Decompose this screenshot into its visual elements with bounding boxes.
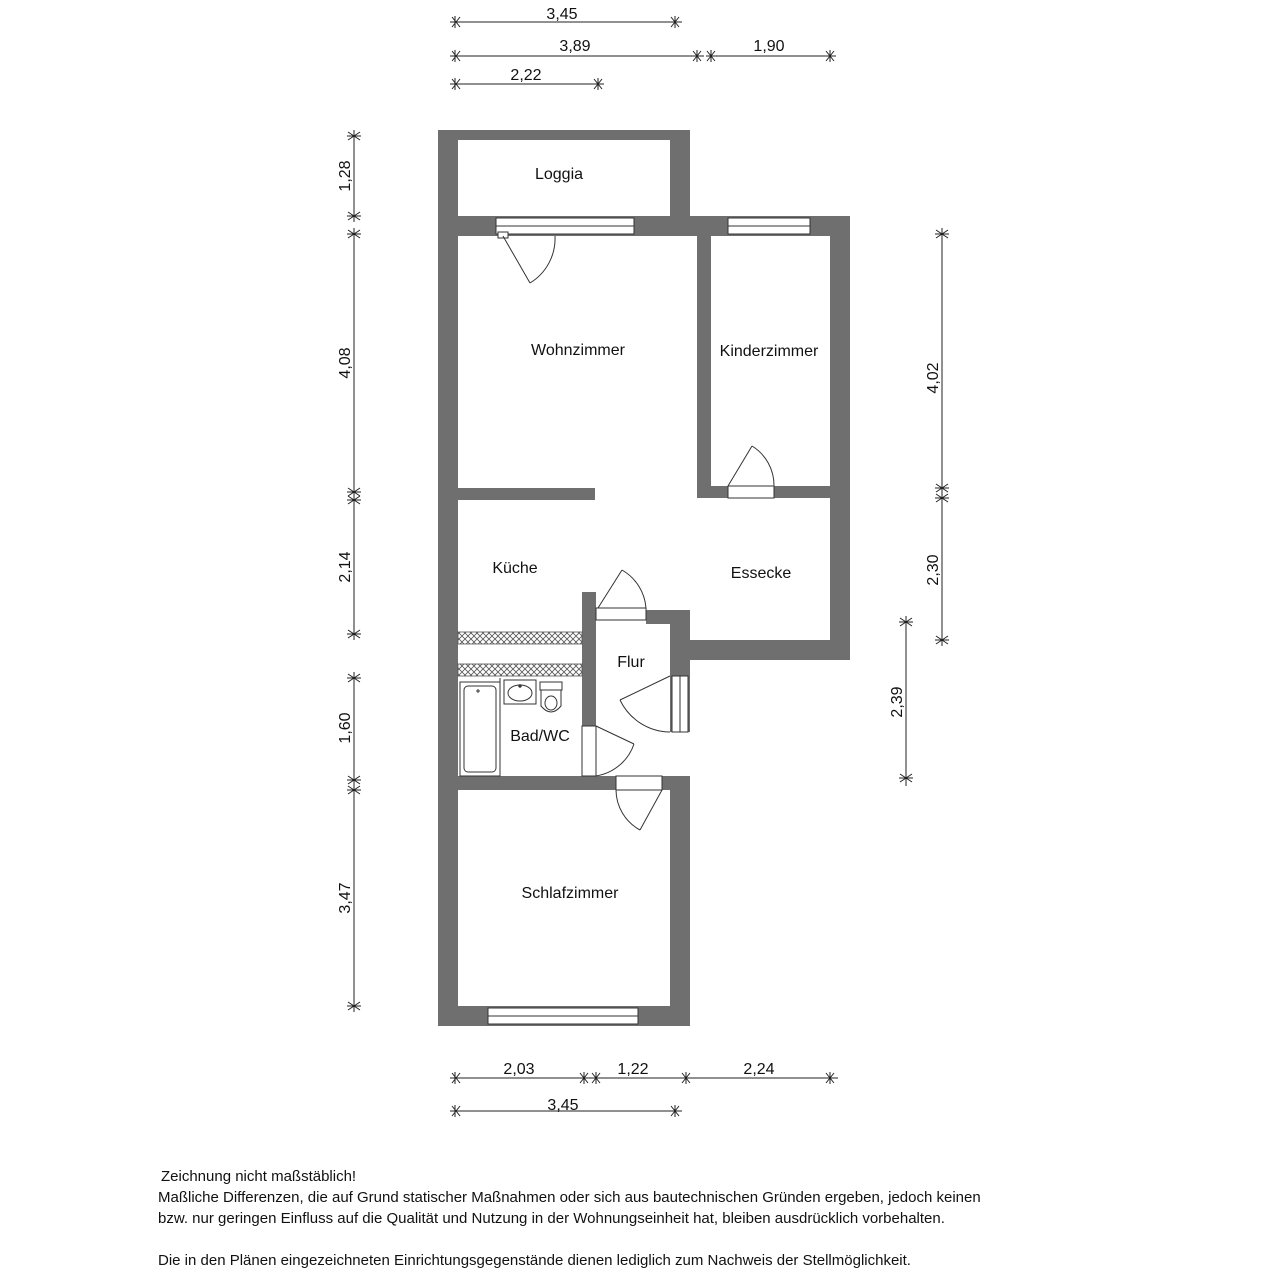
door-flur-kitchen	[596, 570, 646, 620]
dim-bottom-1c: 2,24	[743, 1061, 775, 1078]
dimension-lines	[347, 16, 949, 1117]
bathroom-fixtures	[460, 678, 562, 776]
shaft-lower	[458, 664, 582, 676]
toilet-icon	[540, 682, 562, 712]
dim-top-1: 3,45	[546, 6, 578, 23]
dim-top-3: 2,22	[510, 67, 542, 84]
door-schlafzimmer	[616, 776, 662, 830]
bathtub-icon	[460, 682, 500, 776]
room-bad: Bad/WC	[510, 728, 570, 745]
door-balcony	[498, 232, 555, 283]
room-kinderzimmer: Kinderzimmer	[719, 343, 819, 360]
dim-top-2b: 1,90	[753, 38, 785, 55]
door-entrance	[620, 676, 670, 732]
room-wohnzimmer: Wohnzimmer	[531, 342, 625, 359]
dim-right-3: 2,39	[889, 686, 906, 718]
room-kueche: Küche	[492, 560, 538, 577]
dim-bottom-1b: 1,22	[617, 1061, 649, 1078]
dim-right-2: 2,30	[925, 554, 942, 586]
room-loggia: Loggia	[534, 166, 584, 183]
dim-bottom-1a: 2,03	[503, 1061, 535, 1078]
dimension-labels	[337, 6, 942, 1114]
door-bad	[582, 726, 634, 776]
room-essecke: Essecke	[730, 565, 792, 582]
room-labels	[492, 166, 819, 902]
shaft-upper	[458, 632, 582, 644]
dim-left-1: 1,28	[337, 160, 354, 192]
disclaimer-notes	[158, 1166, 1158, 1271]
dim-left-3: 2,14	[337, 551, 354, 583]
room-flur: Flur	[617, 654, 645, 671]
note-furniture: Die in den Plänen eingezeichneten Einrichtungsgegenstände dienen lediglich zum Nachweis der Stellmöglichkeit.	[158, 1252, 911, 1269]
dim-right-1: 4,02	[925, 362, 942, 394]
dim-top-2a: 3,89	[559, 38, 591, 55]
dim-left-5: 3,47	[337, 882, 354, 914]
dim-left-2: 4,08	[337, 347, 354, 379]
sink-icon	[504, 680, 536, 704]
note-not-to-scale: Zeichnung nicht maßstäblich!	[161, 1168, 357, 1185]
dim-bottom-2: 3,45	[547, 1097, 579, 1114]
door-kinderzimmer	[728, 446, 774, 498]
note-dimension-differences-cont: bzw. nur geringen Einfluss auf die Qualität und Nutzung in der Wohnungseinheit hat, bleiben ausdrücklich vorbehalten.	[158, 1210, 945, 1227]
installation-shafts	[458, 632, 582, 676]
note-dimension-differences: Maßliche Differenzen, die auf Grund statischer Maßnahmen oder sich aus bautechnischen Gründen ergeben, jedoch keinen	[158, 1189, 981, 1206]
room-schlafzimmer: Schlafzimmer	[521, 885, 619, 902]
dim-left-4: 1,60	[337, 712, 354, 744]
